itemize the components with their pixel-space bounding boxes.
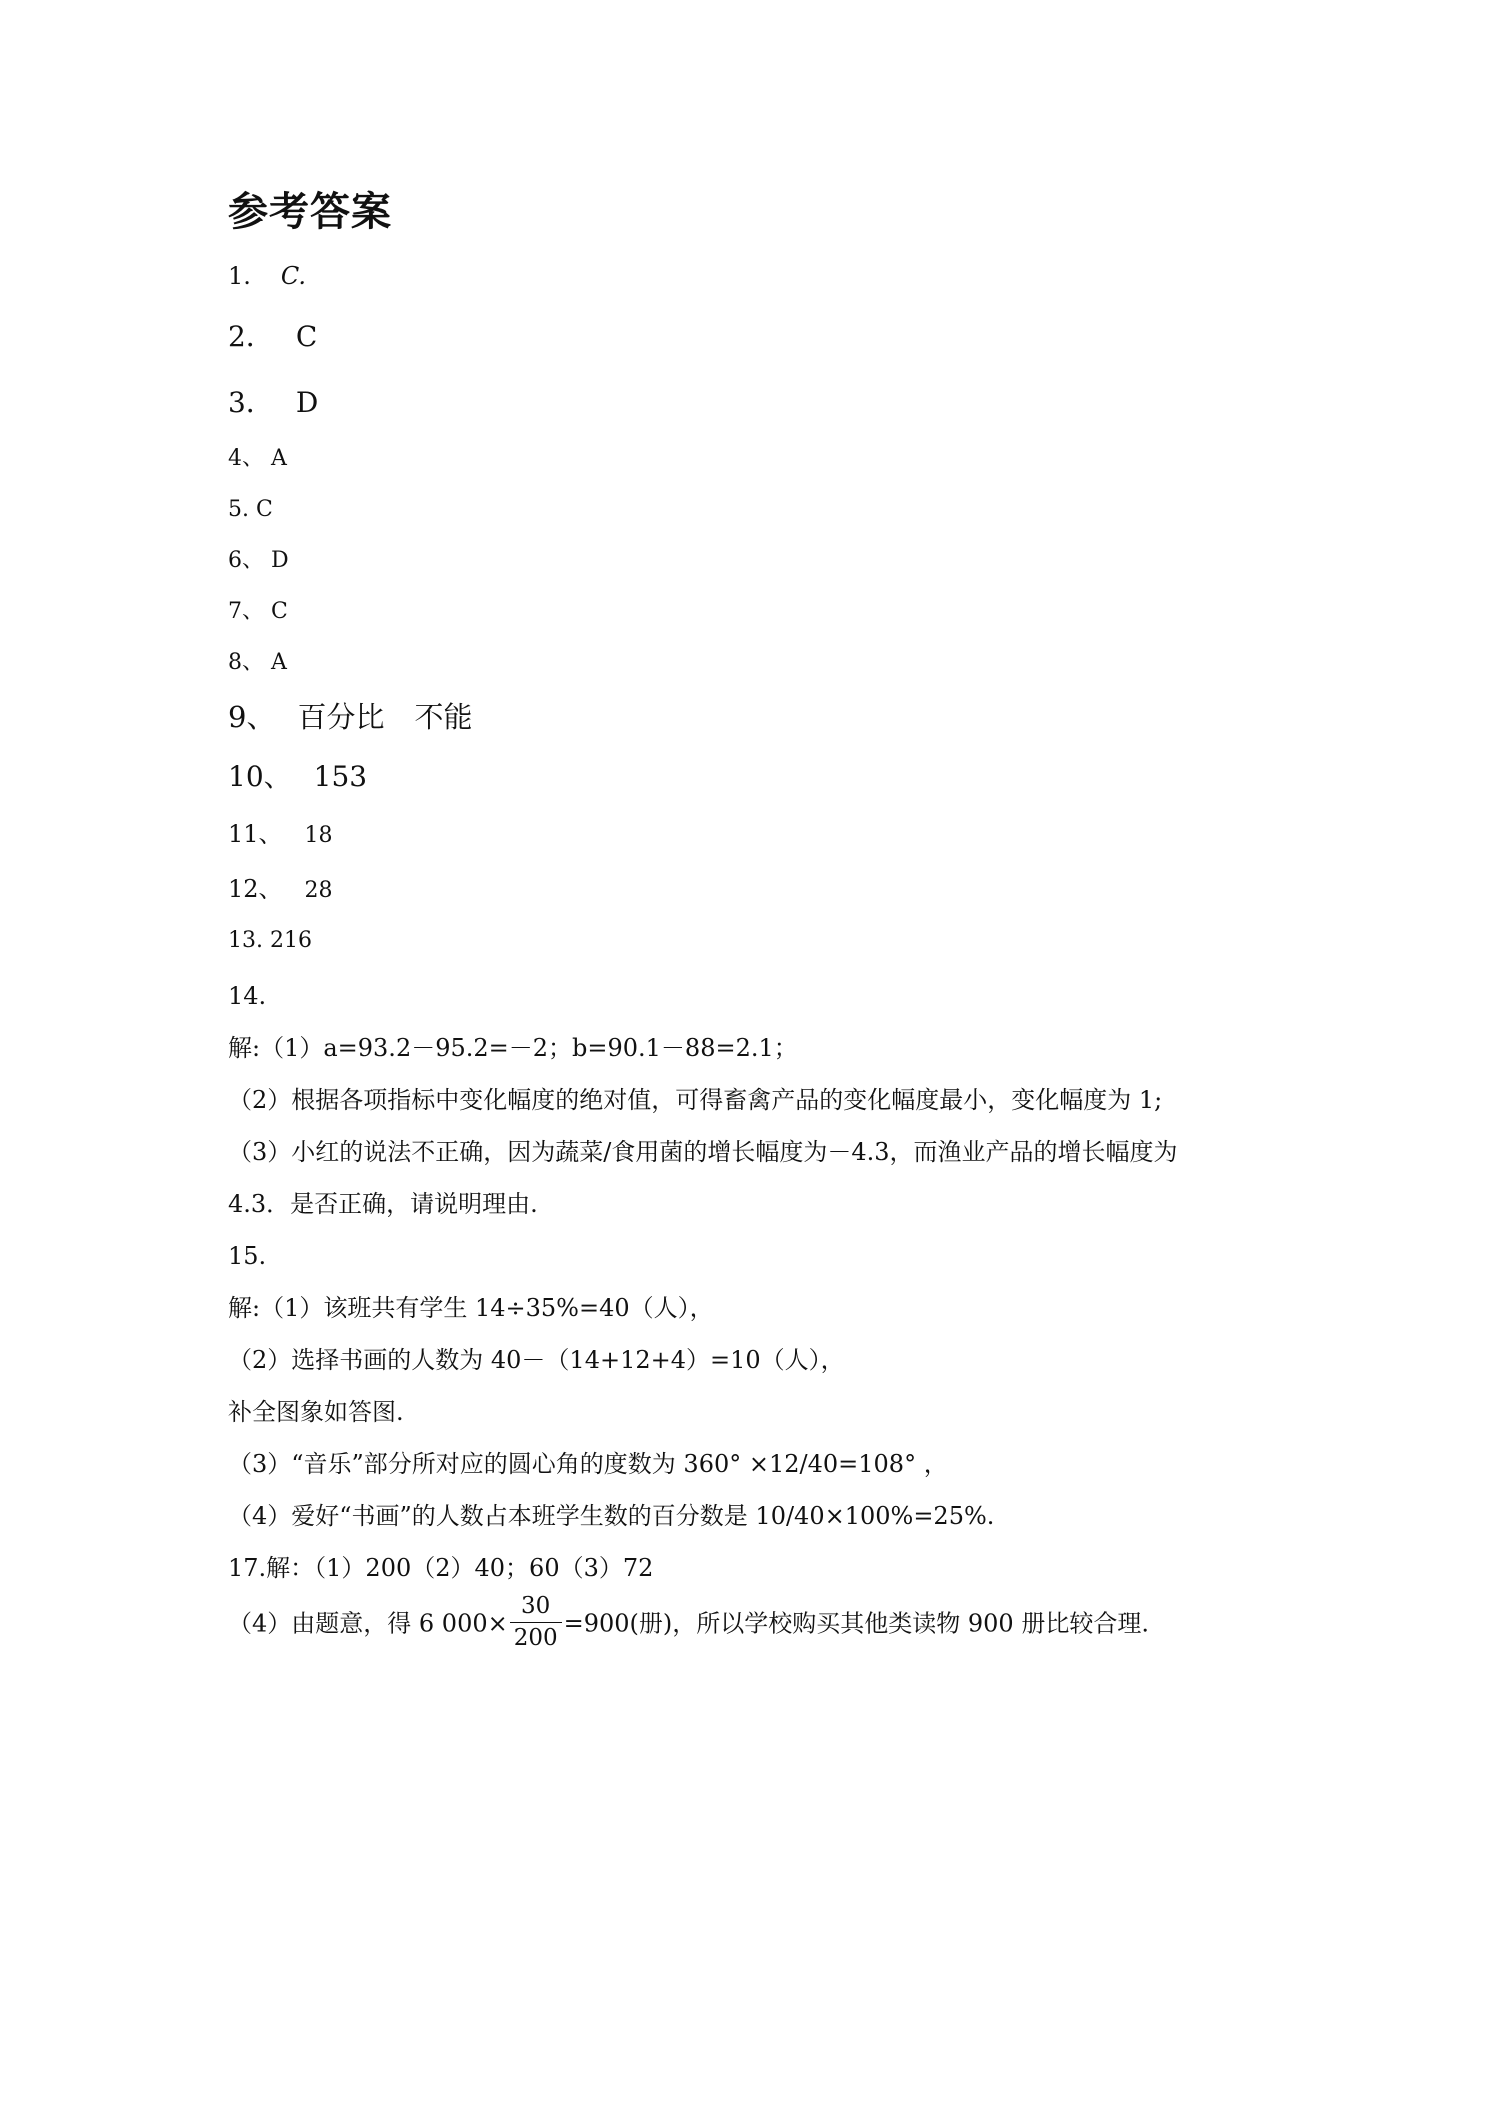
- fraction-denominator: 200: [513, 1625, 558, 1652]
- answer-8: 8、 A: [228, 650, 287, 675]
- answer-17-line-2: [228, 1593, 1149, 1654]
- answer-value: D: [295, 386, 319, 419]
- answer-17-line-1: 17.解：（1）200（2）40；60（3）72: [228, 1554, 654, 1582]
- answer-15-label: 15.: [228, 1242, 267, 1270]
- answer-6: 6、 D: [228, 548, 289, 573]
- answer-1: [228, 262, 306, 291]
- answer-number: 10、: [228, 760, 292, 793]
- answer-value: C: [295, 320, 318, 353]
- answer-15-line-5: （4）爱好“书画”的人数占本班学生数的百分数是 10/40×100%=25%.: [228, 1502, 995, 1530]
- answer-number: 1.: [228, 262, 251, 290]
- answer-14-label: 14.: [228, 982, 267, 1010]
- answer-4: 4、 A: [228, 446, 287, 471]
- answer-5: 5. C: [228, 497, 273, 522]
- answer-14-line-4: 4.3．是否正确，请说明理由.: [228, 1190, 538, 1218]
- answer-text: =900(册)，所以学校购买其他类读物 900 册比较合理.: [563, 1609, 1149, 1638]
- answer-9: [228, 700, 472, 735]
- answer-value: 不能: [414, 700, 473, 734]
- answer-text: （4）由题意，得 6 000×: [228, 1609, 508, 1638]
- answer-14-line-3: （3）小红的说法不正确，因为蔬菜/食用菌的增长幅度为－4.3，而渔业产品的增长幅度为: [228, 1138, 1178, 1166]
- answer-3: [228, 386, 318, 420]
- fraction-numerator: 30: [510, 1594, 562, 1623]
- answer-14-line-1: 解:（1）a=93.2－95.2=－2；b=90.1－88=2.1；: [228, 1034, 798, 1062]
- answer-11: [228, 820, 333, 849]
- answer-13: 13. 216: [228, 928, 312, 953]
- answer-value: 百分比: [297, 700, 385, 734]
- answer-number: 2．: [228, 320, 274, 353]
- answer-12: [228, 875, 333, 904]
- answer-15-line-4: （3）“音乐”部分所对应的圆心角的度数为 360° ×12/40=108° ，: [228, 1450, 948, 1478]
- answer-value: C.: [280, 262, 307, 290]
- answer-15-line-2: （2）选择书画的人数为 40－（14+12+4）=10（人），: [228, 1346, 845, 1374]
- fraction: [510, 1594, 562, 1652]
- answer-number: 3．: [228, 386, 274, 419]
- answer-2: [228, 320, 317, 354]
- page-title: 参考答案: [228, 189, 392, 235]
- answer-10: [228, 760, 367, 794]
- answer-15-line-1: 解:（1）该班共有学生 14÷35%=40（人），: [228, 1294, 714, 1322]
- answer-7: 7、 C: [228, 599, 288, 624]
- answer-value: 28: [304, 878, 333, 903]
- answer-number: 11、: [228, 820, 283, 848]
- answer-value: 18: [304, 823, 333, 848]
- answer-number: 12、: [228, 875, 283, 903]
- answer-14-line-2: （2）根据各项指标中变化幅度的绝对值，可得畜禽产品的变化幅度最小，变化幅度为 1;: [228, 1086, 1163, 1114]
- answer-15-line-3: 补全图象如答图.: [228, 1398, 404, 1426]
- answer-value: 153: [313, 760, 368, 793]
- answer-number: 9、: [228, 700, 276, 734]
